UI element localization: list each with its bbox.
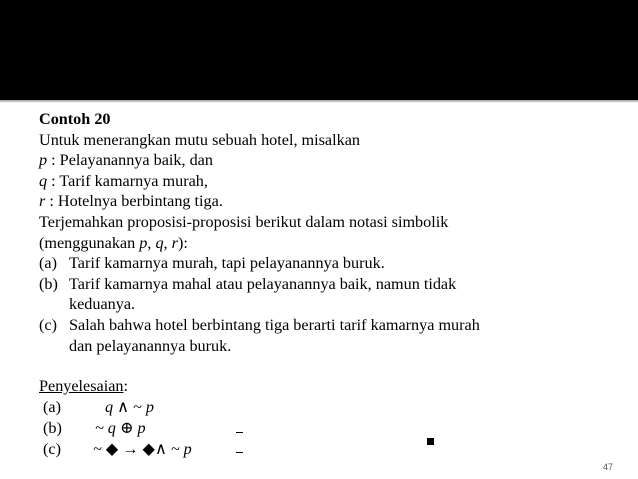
question-label: (a) [39, 254, 57, 273]
question-a [39, 253, 629, 274]
solution-c [39, 439, 629, 460]
instruction-line-2 [39, 233, 629, 254]
proposition-p [39, 150, 629, 171]
solution-label: (c) [43, 439, 61, 458]
question-text: Tarif kamarnya mahal atau pelayanannya baik, namun tidak [69, 274, 457, 293]
solution-colon: : [123, 377, 129, 396]
example-title: Contoh 20 [39, 110, 111, 128]
end-of-proof-square [427, 438, 434, 445]
question-text: Tarif kamarnya murah, tapi pelayanannya buruk. [69, 254, 385, 273]
solution-heading-text: Penyelesaian [39, 377, 124, 396]
overline-mark [236, 432, 243, 433]
instruction-text: ): [177, 233, 188, 252]
solution-label: (a) [43, 397, 61, 416]
solution-expression: q ∧ ~ p [105, 397, 154, 416]
underline-mark [236, 452, 243, 453]
question-c-continuation: dan pelayanannya buruk. [69, 336, 232, 355]
page-number: 47 [603, 462, 614, 472]
header-bar [0, 0, 638, 100]
slide-content [39, 109, 629, 460]
separator: , [163, 233, 172, 252]
question-label: (b) [39, 274, 58, 293]
prop-var: p [39, 151, 48, 170]
prop-text: : Pelayanannya baik, dan [47, 151, 213, 170]
solution-b [39, 418, 629, 439]
prop-text: : Tarif kamarnya murah, [47, 171, 208, 190]
proposition-q [39, 171, 629, 192]
spacer [39, 356, 629, 376]
prop-var: r [39, 192, 46, 211]
question-label: (c) [39, 315, 57, 334]
instruction-line-1: Terjemahkan proposisi-proposisi berikut dalam notasi simbolik [39, 212, 449, 231]
instruction-text: (menggunakan [39, 233, 140, 252]
prop-var: q [39, 171, 48, 190]
solution-a [39, 397, 629, 418]
question-b-continuation: keduanya. [69, 295, 136, 314]
var-q: q [155, 233, 164, 252]
intro-text: Untuk menerangkan mutu sebuah hotel, misalkan [39, 130, 360, 149]
question-b [39, 274, 629, 295]
question-c [39, 315, 629, 336]
header-bar-shadow [0, 100, 638, 103]
solution-heading [39, 376, 629, 397]
prop-text: : Hotelnya berbintang tiga. [45, 192, 223, 211]
var-r: r [171, 233, 178, 252]
var-p: p [139, 233, 148, 252]
separator: , [147, 233, 156, 252]
question-text: Salah bahwa hotel berbintang tiga berarti tarif kamarnya murah [69, 315, 480, 334]
solution-label: (b) [43, 418, 62, 437]
proposition-r [39, 191, 629, 212]
solution-expression: ~ ◆ → ◆∧ ~ p [93, 439, 192, 458]
solution-expression: ~ q ⊕ p [95, 418, 146, 437]
